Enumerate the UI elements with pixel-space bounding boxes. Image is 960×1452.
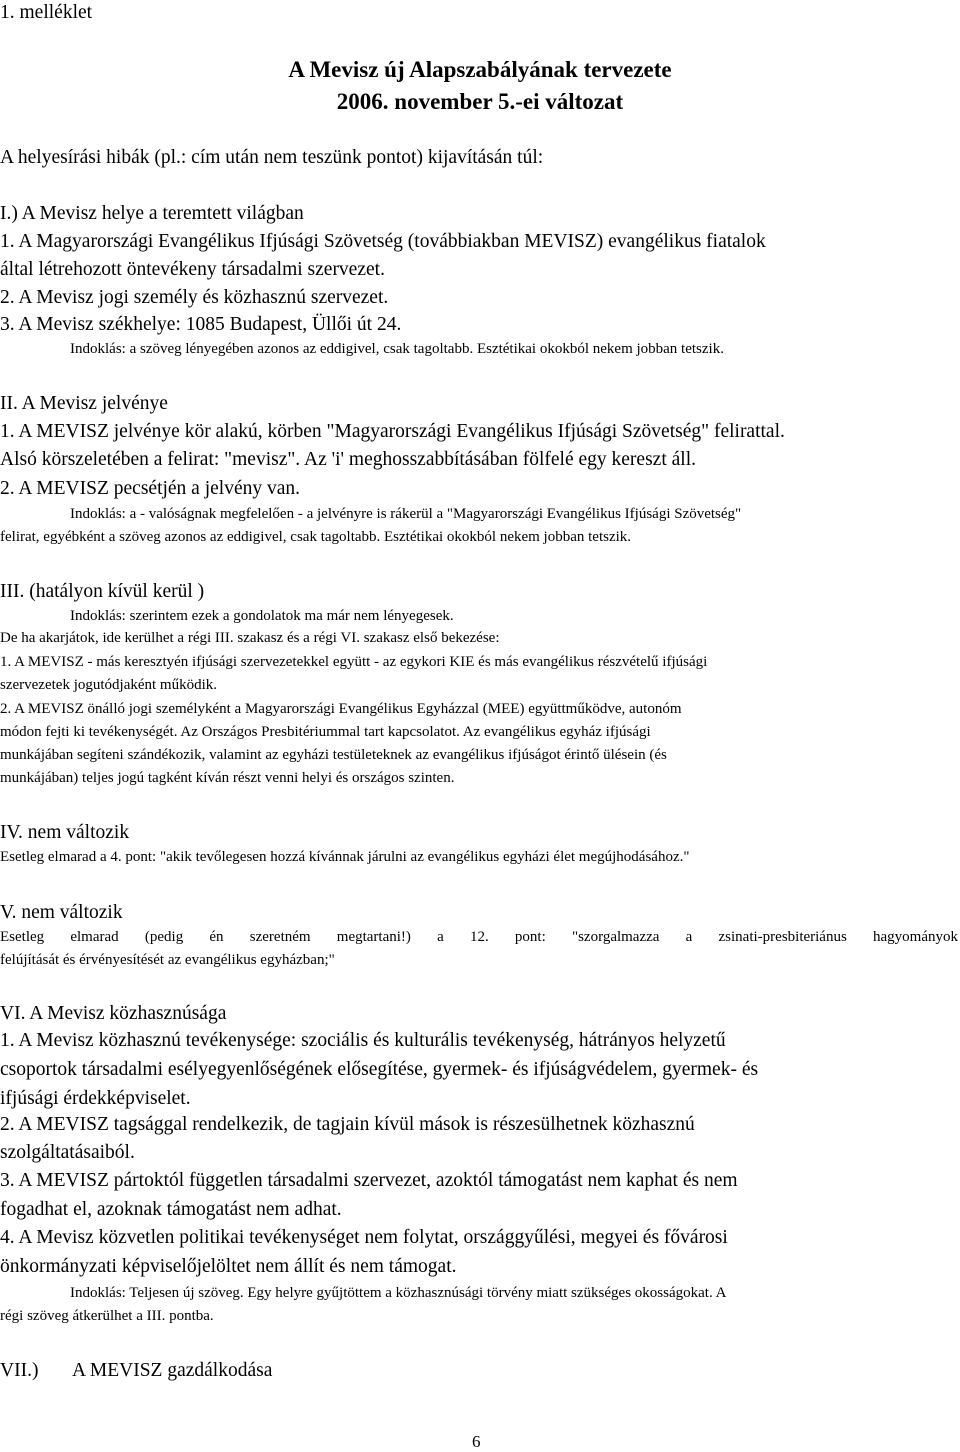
page-number: 6 xyxy=(472,1432,481,1451)
section-6-note: régi szöveg átkerülhet a III. pontba. xyxy=(0,1308,214,1324)
section-1-paragraph: 3. A Mevisz székhelye: 1085 Budapest, Üllői út 24. xyxy=(0,314,402,335)
section-6-line: ifjúsági érdekképviselet. xyxy=(0,1088,191,1109)
section-2-note: felirat, egyébként a szöveg azonos az eddigivel, csak tagoltabb. Esztétikai okokból nekem jobban tetszik. xyxy=(0,529,632,545)
section-2-note: Indoklás: a - valóságnak megfelelően - a jelvényre is rákerül a "Magyarországi Evangélikus Ifjúsági Szövetség" xyxy=(70,506,742,522)
section-3-line: munkájában) teljes jogú tagként kíván részt venni helyi és országos szinten. xyxy=(0,770,455,786)
section-5-line: Esetleg elmarad (pedig én szeretném megtartani!) a 12. pont: "szorgalmazza a zsinati-presbiteriánus hagyományok xyxy=(0,929,958,945)
section-1-heading: I.) A Mevisz helye a teremtett világban xyxy=(0,203,304,224)
section-4-heading: IV. nem változik xyxy=(0,822,130,843)
section-3-line: 1. A MEVISZ - más keresztyén ifjúsági szervezetekkel együtt - az egykori KIE és más evangélikus részvételű ifjúsági xyxy=(0,654,708,670)
section-6-line: önkormányzati képviselőjelöltet nem állít és nem támogat. xyxy=(0,1256,457,1277)
section-1-paragraph: 2. A Mevisz jogi személy és közhasznú szervezet. xyxy=(0,287,389,308)
section-1-paragraph: által létrehozott öntevékeny társadalmi szervezet. xyxy=(0,259,385,280)
section-6-line: 1. A Mevisz közhasznú tevékenysége: szociális és kulturális tevékenység, hátrányos helyzetű xyxy=(0,1030,726,1051)
section-6-note: Indoklás: Teljesen új szöveg. Egy helyre gyűjtöttem a közhasznúsági törvény miatt szükséges okosságokat. A xyxy=(70,1285,727,1301)
section-3-line: munkájában segíteni szándékozik, valamint az egyházi testületeknek az evangélikus ifjúságot érintő ülésein (és xyxy=(0,747,667,763)
section-1-note: Indoklás: a szöveg lényegében azonos az eddigivel, csak tagoltabb. Esztétikai okokból nekem jobban tetszik. xyxy=(70,341,724,357)
section-6-line: fogadhat el, azoknak támogatást nem adhat. xyxy=(0,1199,342,1220)
section-2-heading: II. A Mevisz jelvénye xyxy=(0,393,168,414)
section-6-heading: VI. A Mevisz közhasznúsága xyxy=(0,1003,227,1024)
section-2-paragraph: Alsó körszeletében a felirat: "mevisz". Az 'i' meghosszabbításában fölfelé egy kereszt áll. xyxy=(0,449,696,470)
section-4-line: Esetleg elmarad a 4. pont: "akik tevőlegesen hozzá kívánnak járulni az evangélikus egyházi élet megújhodásához." xyxy=(0,849,690,865)
section-3-line: szervezetek jogutódjaként működik. xyxy=(0,677,218,693)
intro-text: A helyesírási hibák (pl.: cím után nem teszünk pontot) kijavításán túl: xyxy=(0,147,544,168)
annex-label: 1. melléklet xyxy=(0,2,93,23)
section-7-heading: A MEVISZ gazdálkodása xyxy=(72,1360,273,1381)
section-1-paragraph: 1. A Magyarországi Evangélikus Ifjúsági Szövetség (továbbiakban MEVISZ) evangélikus fiatalok xyxy=(0,231,766,252)
section-6-line: 2. A MEVISZ tagsággal rendelkezik, de tagjain kívül mások is részesülhetnek közhasznú xyxy=(0,1114,695,1135)
section-7-number: VII.) xyxy=(0,1360,39,1381)
section-3-heading: III. (hatályon kívül kerül ) xyxy=(0,581,205,602)
section-6-line: 3. A MEVISZ pártoktól független társadalmi szervezet, azoktól támogatást nem kaphat és nem xyxy=(0,1170,738,1191)
section-6-line: 4. A Mevisz közvetlen politikai tevékenységet nem folytat, országgyűlési, megyei és fővárosi xyxy=(0,1227,728,1248)
section-5-line: felújítását és érvényesítését az evangélikus egyházban;" xyxy=(0,952,335,968)
document-title: A Mevisz új Alapszabályának tervezete xyxy=(288,57,672,82)
section-2-paragraph: 1. A MEVISZ jelvénye kör alakú, körben "Magyarországi Evangélikus Ifjúsági Szövetség" felirattal. xyxy=(0,421,785,442)
section-3-note: Indoklás: szerintem ezek a gondolatok ma már nem lényegesek. xyxy=(70,608,454,624)
document-subtitle: 2006. november 5.-ei változat xyxy=(336,89,624,114)
section-5-heading: V. nem változik xyxy=(0,902,123,923)
section-2-paragraph: 2. A MEVISZ pecsétjén a jelvény van. xyxy=(0,478,301,499)
section-6-line: csoportok társadalmi esélyegyenlőségének elősegítése, gyermek- és ifjúságvédelem, gyermek- és xyxy=(0,1059,759,1080)
section-3-line: módon fejti ki tevékenységét. Az Országos Presbitériummal tart kapcsolatot. Az evangélikus egyház ifjúsági xyxy=(0,724,651,740)
section-6-line: szolgáltatásaiból. xyxy=(0,1142,135,1163)
section-3-line: De ha akarjátok, ide kerülhet a régi III. szakasz és a régi VI. szakasz első bekezése: xyxy=(0,630,500,646)
section-3-line: 2. A MEVISZ önálló jogi személyként a Magyarországi Evangélikus Egyházzal (MEE) együttműködve, autonóm xyxy=(0,701,682,717)
